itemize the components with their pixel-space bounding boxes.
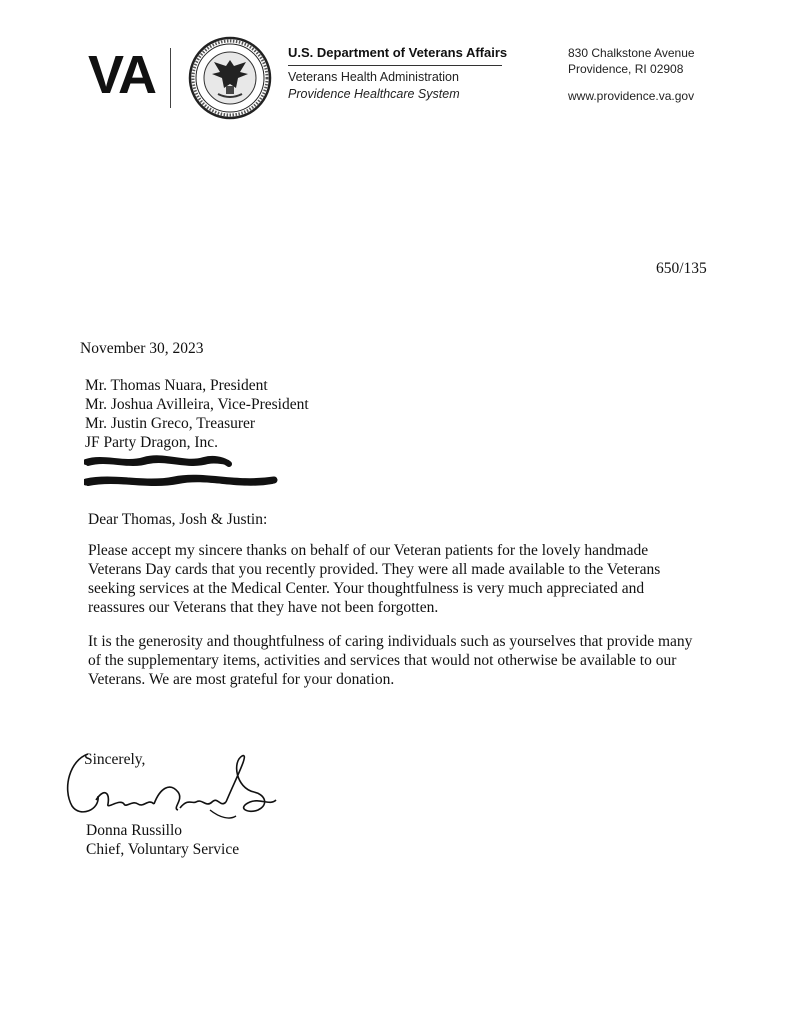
signer-block xyxy=(86,821,239,859)
address-line-1: 830 Chalkstone Avenue xyxy=(568,46,695,60)
healthcare-system-name: Providence Healthcare System xyxy=(288,87,460,101)
redacted-address xyxy=(84,454,284,494)
paragraph-1 xyxy=(88,541,660,617)
logo-divider xyxy=(170,48,171,108)
salutation: Dear Thomas, Josh & Justin: xyxy=(88,511,268,528)
website: www.providence.va.gov xyxy=(568,89,695,103)
paragraph-2 xyxy=(88,632,692,689)
address-line-2: Providence, RI 02908 xyxy=(568,62,684,76)
va-logo: VA xyxy=(88,45,156,105)
letter-date: November 30, 2023 xyxy=(80,340,204,357)
paragraph-line: of the supplementary items, activities and services that would not otherwise be available to our xyxy=(88,652,677,669)
department-rule xyxy=(288,65,502,66)
recipient-block xyxy=(85,376,309,452)
recipient-line: Mr. Thomas Nuara, President xyxy=(85,377,268,394)
signer-title: Chief, Voluntary Service xyxy=(86,841,240,858)
paragraph-line: Veterans Day cards that you recently provided. They were all made available to the Veterans xyxy=(88,561,661,578)
department-name: U.S. Department of Veterans Affairs xyxy=(288,45,508,60)
paragraph-line: Please accept my sincere thanks on behalf of our Veteran patients for the lovely handmade xyxy=(88,542,649,559)
administration-name: Veterans Health Administration xyxy=(288,70,459,84)
reference-number: 650/135 xyxy=(656,260,707,277)
paragraph-line: reassures our Veterans that they have not been forgotten. xyxy=(88,599,439,616)
recipient-line: Mr. Justin Greco, Treasurer xyxy=(85,415,256,432)
paragraph-line: It is the generosity and thoughtfulness of caring individuals such as yourselves that provide many xyxy=(88,633,693,650)
handwritten-signature xyxy=(60,748,290,828)
va-seal-icon xyxy=(188,36,272,120)
closing: Sincerely, xyxy=(84,751,146,768)
signer-name: Donna Russillo xyxy=(86,822,183,839)
paragraph-line: seeking services at the Medical Center. Your thoughtfulness is very much appreciated and xyxy=(88,580,645,597)
recipient-line: JF Party Dragon, Inc. xyxy=(85,434,219,451)
paragraph-line: Veterans. We are most grateful for your donation. xyxy=(88,671,395,688)
recipient-line: Mr. Joshua Avilleira, Vice-President xyxy=(85,396,309,413)
